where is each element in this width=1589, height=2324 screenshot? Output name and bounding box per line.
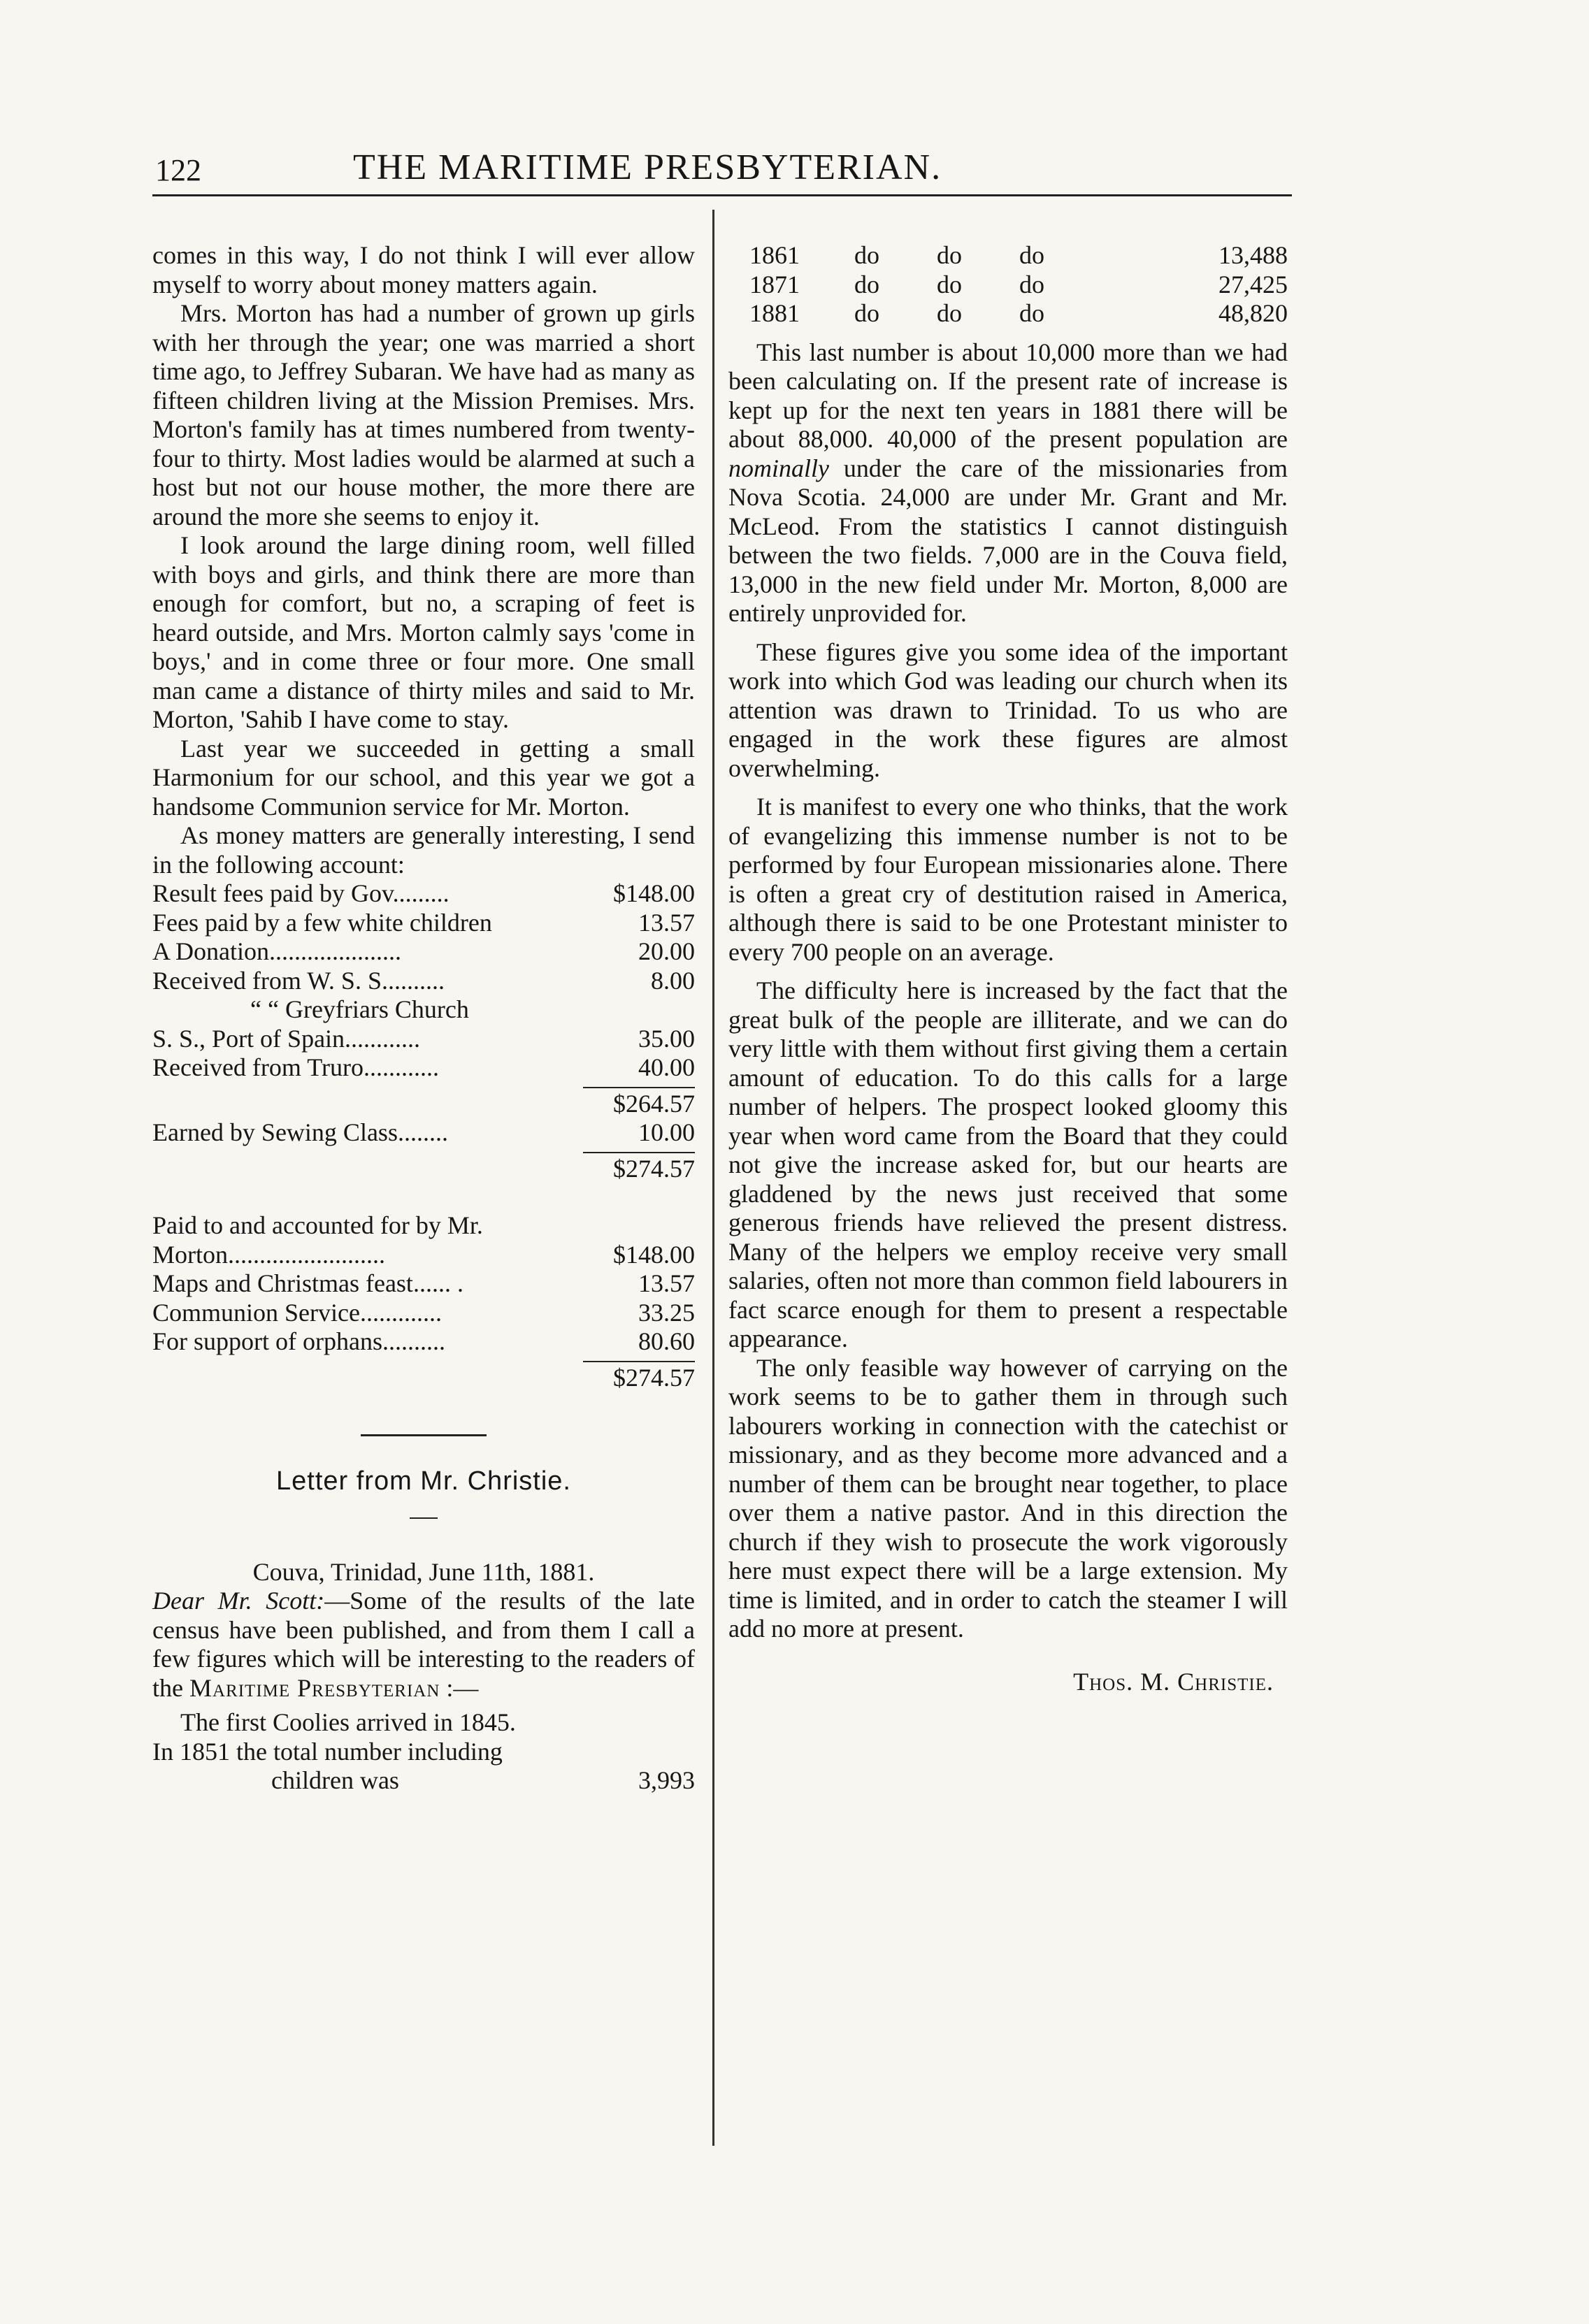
sum-rule (583, 1087, 695, 1088)
paragraph: These figures give you some idea of the important work into which God was leading our church when its attention was drawn to Trinidad. To us who are engaged in the work these figures are almost overwhelming. (728, 637, 1288, 782)
column-divider (712, 210, 714, 2146)
paragraph: Mrs. Morton has had a number of grown up girls with her through the year; one was married a short time ago, to Jeffrey Subaran. We have had as many as fifteen children living at the Mission Premises. Mrs. Morton's family has at times numbered from twenty-four to thirty. Most ladies would be alarmed at such a host but not our house mother, the more there are around the more she seems to enjoy it. (152, 299, 695, 531)
ditto: do (854, 241, 879, 269)
census-number: 13,488 (1218, 241, 1288, 269)
ditto: do (1019, 299, 1044, 327)
ditto: do (854, 270, 879, 298)
account-label: S. S., Port of Spain............ (152, 1024, 421, 1053)
text-run: under the care of the missionaries from Nova Scotia. 24,000 are under Mr. Grant and Mr. McLeod. From the statistics I cannot distinguish between the two fields. 7,000 are in the Couva field, 13,000 in the new field under Mr. Morton, 8,000 are entirely unprovided for. (728, 454, 1288, 627)
paragraph: The difficulty here is increased by the fact that the great bulk of the people are illiterate, and we can do very little with them without first giving them a certain amount of education. To do this calls for a large number of helpers. The prospect looked gloomy this year when word came from the Board that they could not give the increase asked for, but our hearts are gladdened by the news just received that some generous friends have relieved the present distress. Many of the helpers we employ receive very small salaries, often not more than common field labourers in fact scarce enough for them to present a respectable appearance. (728, 976, 1288, 1352)
census-row (728, 241, 1288, 270)
salutation: Dear Mr. Scott: (152, 1587, 325, 1615)
ditto: do (1019, 270, 1044, 298)
account-row (152, 967, 695, 996)
account-label: Result fees paid by Gov......... (152, 879, 450, 907)
signature: Thos. M. Christie. (1073, 1667, 1274, 1696)
census-row (728, 299, 1288, 329)
census-1851-number: 3,993 (638, 1766, 695, 1794)
account-row (152, 1241, 695, 1270)
paragraph: Last year we succeeded in getting a small Harmonium for our school, and this year we got a handsome Communion service for Mr. Morton. (152, 734, 695, 821)
account-row (152, 1118, 695, 1148)
account-amount: 33.25 (638, 1298, 695, 1327)
account-amount: 8.00 (651, 966, 695, 995)
subtotal-row (152, 1090, 695, 1119)
account-row (152, 995, 695, 1025)
ditto: do (1019, 241, 1044, 269)
account-label: A Donation..................... (152, 937, 401, 965)
paragraph: comes in this way, I do not think I will ever allow myself to worry about money matters again. (152, 241, 695, 298)
account-label: “ “ Greyfriars Church (250, 995, 469, 1023)
paragraph: I look around the large dining room, well filled with boys and girls, and think there are more than enough for comfort, but no, a scraping of feet is heard outside, and Mrs. Morton calmly says 'come in boys,' and in come three or four more. One small man came a distance of thirty miles and said to Mr. Morton, 'Sahib I have come to stay. (152, 531, 695, 733)
account-amount: 40.00 (638, 1053, 695, 1081)
census-number: 48,820 (1218, 299, 1288, 327)
account-amount: 20.00 (638, 937, 695, 965)
account-amount: 13.57 (638, 908, 695, 937)
account-label: Fees paid by a few white children (152, 908, 492, 937)
census-year: 1871 (749, 270, 800, 298)
sum-rule (583, 1361, 695, 1362)
ditto: do (937, 270, 962, 298)
ditto: do (854, 299, 879, 327)
total-row (152, 1155, 695, 1184)
account-row (152, 1269, 695, 1299)
census-number: 27,425 (1218, 270, 1288, 298)
running-title: THE MARITIME PRESBYTERIAN. (353, 147, 942, 187)
account-amount: $148.00 (613, 879, 695, 907)
ditto: do (937, 299, 962, 327)
paragraph: The only feasible way however of carrying on the work seems to be to gather them in through such labourers working in connection with the catechist or missionary, and as they become more advanced and a number of them can be brought near together, to place over them a native pastor. And in this direction the church if they wish to prosecute the work vigorously here must expect there will be a large extension. My time is limited, and in order to catch the steamer I will add no more at present. (728, 1353, 1288, 1643)
account-row (152, 1053, 695, 1083)
total-row (152, 1364, 695, 1393)
total-amount: $274.57 (613, 1363, 695, 1392)
account-row (152, 1299, 695, 1328)
total-amount: $274.57 (613, 1154, 695, 1183)
census-1851-text: children was (271, 1766, 399, 1794)
account-row (152, 937, 695, 967)
dateline: Couva, Trinidad, June 11th, 1881. (252, 1557, 595, 1586)
account-receipts (152, 879, 695, 1083)
paragraph: The first Coolies arrived in 1845. (180, 1708, 516, 1736)
journal-name: Maritime Presbyterian (189, 1673, 440, 1702)
left-column (152, 241, 695, 1796)
account-payments (152, 1241, 695, 1357)
account-row (152, 909, 695, 938)
letter-intro: —Some of the results of the late census have been published, and from them I call a few figures which will be interesting to the readers of the (152, 1587, 695, 1702)
ditto: do (937, 241, 962, 269)
paragraph: As money matters are generally interesting, I send in the following account: (152, 821, 695, 879)
account-amount: 10.00 (638, 1118, 695, 1146)
account-amount: 35.00 (638, 1024, 695, 1053)
census-table (728, 241, 1288, 329)
paragraph: It is manifest to every one who thinks, that the work of evangelizing this immense number is not to be performed by four European missionaries alone. There is often a great cry of destitution raised in America, although there is said to be one Protestant minister to every 700 people on an average. (728, 793, 1288, 966)
account-label: Morton......................... (152, 1240, 385, 1269)
account-amount: 80.60 (638, 1327, 695, 1355)
letter-opening (152, 1587, 695, 1703)
section-separator (361, 1434, 487, 1436)
letter-heading: Letter from Mr. Christie. (276, 1466, 571, 1496)
emphasis: nominally (728, 454, 829, 482)
journal-suffix: :— (440, 1673, 479, 1702)
text-run: This last number is about 10,000 more than we had been calculating on. If the present rate of increase is kept up for the next ten years in 1881 there will be about 88,000. 40,000 of the present population are (728, 338, 1288, 453)
census-row (728, 270, 1288, 300)
account-amount (590, 995, 695, 1025)
census-1851-row (152, 1766, 695, 1796)
account-label: Earned by Sewing Class........ (152, 1118, 448, 1146)
account-label: Received from W. S. S.......... (152, 966, 445, 995)
account-amount: $148.00 (613, 1240, 695, 1269)
census-year: 1881 (749, 299, 800, 327)
header-rule (152, 194, 1292, 196)
account-label: Maps and Christmas feast...... . (152, 1269, 463, 1297)
census-year: 1861 (749, 241, 800, 269)
right-column (728, 241, 1288, 1696)
census-1851-line: In 1851 the total number including (152, 1737, 503, 1766)
page-number: 122 (155, 153, 201, 187)
heading-ornament (410, 1517, 438, 1519)
account-label: Communion Service............. (152, 1298, 442, 1327)
account-row (152, 1327, 695, 1357)
account-amount: 13.57 (638, 1269, 695, 1297)
account-row (152, 879, 695, 909)
account-row (152, 1025, 695, 1054)
payments-intro: Paid to and accounted for by Mr. (152, 1211, 483, 1239)
account-label: Received from Truro............ (152, 1053, 439, 1081)
account-label: For support of orphans.......... (152, 1327, 445, 1355)
paragraph (728, 338, 1288, 628)
sum-rule (583, 1152, 695, 1153)
subtotal-amount: $264.57 (613, 1089, 695, 1118)
